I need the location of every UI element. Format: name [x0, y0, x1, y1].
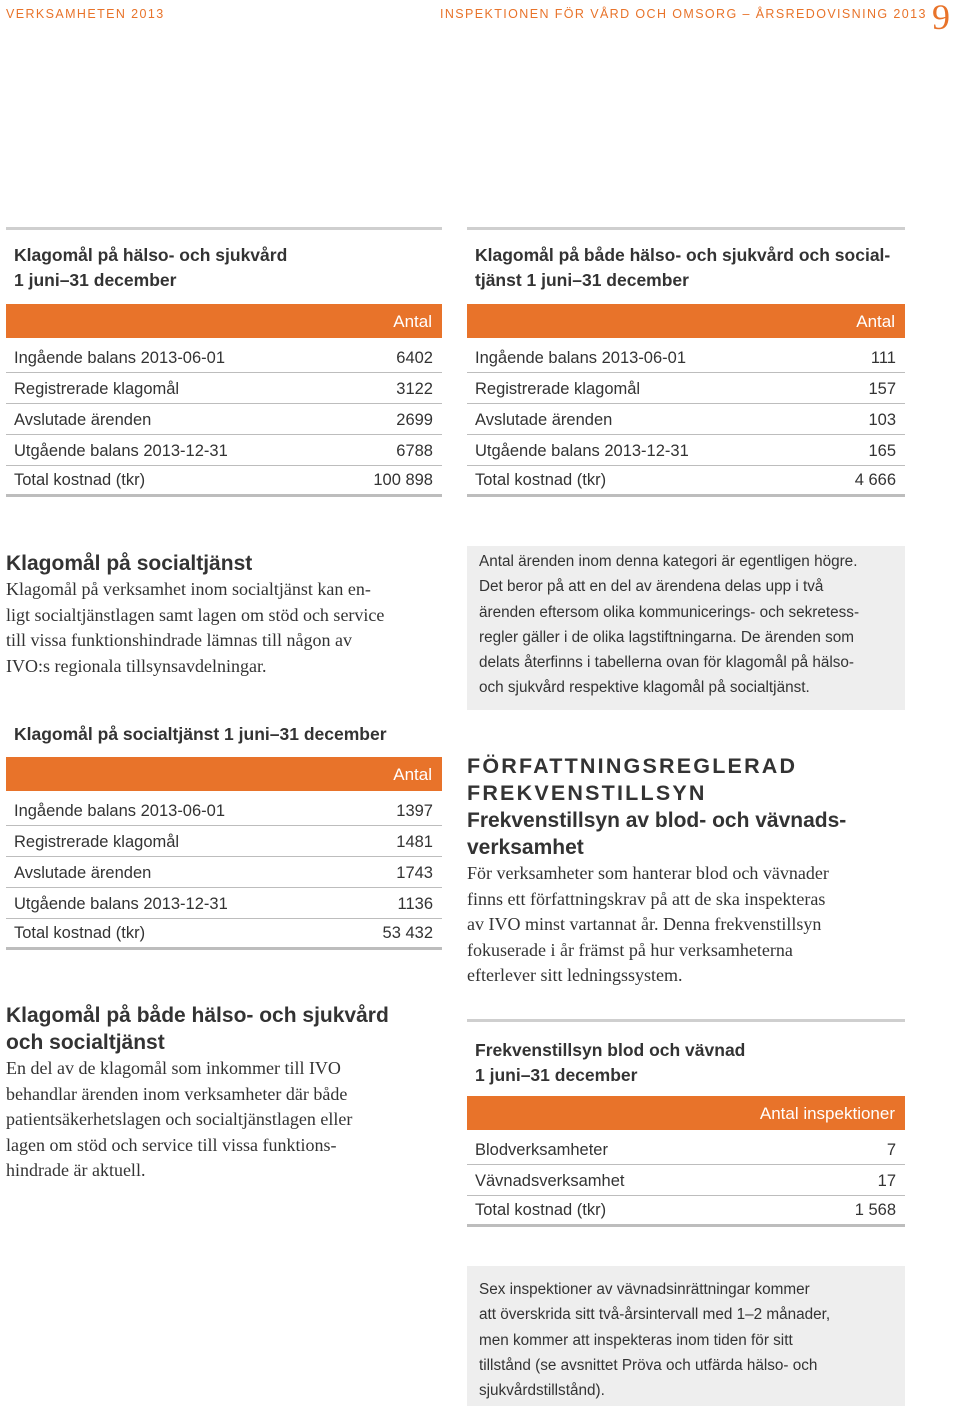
table-row: Avslutade ärenden 103 — [467, 404, 905, 435]
paragraph-line: till vissa funktionshindrade lämnas till någon av — [6, 630, 352, 650]
table-frequency-supervision — [467, 1019, 905, 1227]
table-column-header: Antal — [467, 304, 905, 338]
table-row: Utgående balans 2013-12-31 1136 — [6, 888, 442, 919]
paragraph-line: patientsäkerhetslagen och socialtjänstlagen eller — [6, 1109, 353, 1129]
section-heading-caps: FREKVENSTILLSYN — [467, 781, 707, 805]
table-row: Total kostnad (tkr) 53 432 — [6, 919, 442, 950]
note-box — [467, 546, 905, 710]
table-row: Utgående balans 2013-12-31 6788 — [6, 435, 442, 466]
note-line: att överskrida sitt två-årsintervall med 1–2 månader, — [479, 1306, 831, 1324]
table-title: Klagomål på socialtjänst 1 juni–31 december — [14, 724, 387, 744]
note-line: regler gäller i de olika lagstiftningarna. De ärenden som — [479, 628, 854, 646]
table-row: Avslutade ärenden 1743 — [6, 857, 442, 888]
paragraph-line: lagen om stöd och service till vissa funktions- — [6, 1134, 337, 1155]
section-heading: Klagomål på både hälso- och sjukvård — [6, 1004, 389, 1027]
paragraph-line: behandlar ärenden inom verksamheter där både — [6, 1083, 348, 1104]
note-box — [467, 1266, 905, 1406]
table-column-header: Antal inspektioner — [467, 1096, 905, 1130]
table-title-line: Klagomål på både hälso- och sjukvård och social- — [475, 245, 891, 265]
section-heading: och socialtjänst — [6, 1031, 165, 1054]
paragraph-line: IVO:s regionala tillsynsavdelningar. — [6, 655, 267, 676]
page-number: 9 — [932, 0, 950, 37]
paragraph-line: av IVO minst vartannat år. Denna frekvenstillsyn — [467, 914, 822, 934]
table-row: Registrerade klagomål 1481 — [6, 826, 442, 857]
table-row: Avslutade ärenden 2699 — [6, 404, 442, 435]
note-line: sjukvårdstillstånd). — [479, 1382, 605, 1400]
note-line: tillstånd (se avsnittet Pröva och utfärda hälso- och — [479, 1356, 818, 1374]
note-line: Sex inspektioner av vävnadsinrättningar kommer — [479, 1281, 810, 1298]
paragraph-line: fokuserade i år främst på hur verksamheterna — [467, 939, 793, 960]
table-row: Ingående balans 2013-06-01 111 — [467, 342, 905, 373]
table-health-and-social — [467, 227, 905, 497]
paragraph-line: ligt socialtjänstlagen samt lagen om stöd och service — [6, 604, 385, 625]
note-line: Det beror på att en del av ärendena delas upp i två — [479, 578, 824, 596]
table-row: Total kostnad (tkr) 1 568 — [467, 1196, 905, 1227]
paragraph-line: En del av de klagomål som inkommer till IVO — [6, 1058, 341, 1078]
table-row: Utgående balans 2013-12-31 165 — [467, 435, 905, 466]
paragraph-line: Klagomål på verksamhet inom socialtjänst kan en- — [6, 579, 371, 599]
table-title-line: 1 juni–31 december — [475, 1065, 638, 1085]
note-line: Antal ärenden inom denna kategori är egentligen högre. — [479, 553, 858, 570]
paragraph-line: hindrade är aktuell. — [6, 1160, 146, 1180]
table-title-line: tjänst 1 juni–31 december — [475, 270, 689, 290]
table-column-header: Antal — [6, 757, 442, 791]
table-row: Blodverksamheter 7 — [467, 1134, 905, 1165]
table-row: Ingående balans 2013-06-01 1397 — [6, 795, 442, 826]
note-line: men kommer att inspekteras inom tiden för sitt — [479, 1331, 793, 1349]
running-header-section: VERKSAMHETEN 2013 — [6, 7, 165, 21]
note-line: ärenden eftersom olika kommunicerings- och sekretess- — [479, 603, 860, 621]
table-title-line: Frekvenstillsyn blod och vävnad — [475, 1040, 746, 1060]
running-header-title: INSPEKTIONEN FÖR VÅRD OCH OMSORG – ÅRSREDOVISNING 2013 — [440, 7, 927, 21]
table-title-line: 1 juni–31 december — [14, 270, 177, 290]
section-heading: Klagomål på socialtjänst — [6, 552, 253, 575]
paragraph-line: finns ett författningskrav på att de ska inspekteras — [467, 888, 826, 909]
table-title-line: Klagomål på hälso- och sjukvård — [14, 245, 288, 265]
paragraph-line: För verksamheter som hanterar blod och vävnader — [467, 863, 829, 883]
section-social-services — [6, 550, 446, 679]
note-line: och sjukvård respektive klagomål på socialtjänst. — [479, 679, 810, 697]
table-row: Vävnadsverksamhet 17 — [467, 1165, 905, 1196]
section-heading-caps: FÖRFATTNINGSREGLERAD — [467, 754, 798, 778]
table-row: Registrerade klagomål 157 — [467, 373, 905, 404]
table-social-services — [6, 722, 442, 950]
paragraph-line: efterlever sitt ledningssystem. — [467, 965, 683, 985]
table-row: Ingående balans 2013-06-01 6402 — [6, 342, 442, 373]
section-subheading: verksamhet — [467, 836, 584, 859]
table-column-header: Antal — [6, 304, 442, 338]
section-frequency-supervision — [467, 753, 907, 989]
note-line: delats återfinns i tabellerna ovan för klagomål på hälso- — [479, 654, 854, 672]
section-health-and-social — [6, 1002, 446, 1184]
table-health-care — [6, 227, 442, 497]
section-subheading: Frekvenstillsyn av blod- och vävnads- — [467, 809, 847, 832]
table-row: Registrerade klagomål 3122 — [6, 373, 442, 404]
table-row: Total kostnad (tkr) 100 898 — [6, 466, 442, 497]
table-row: Total kostnad (tkr) 4 666 — [467, 466, 905, 497]
